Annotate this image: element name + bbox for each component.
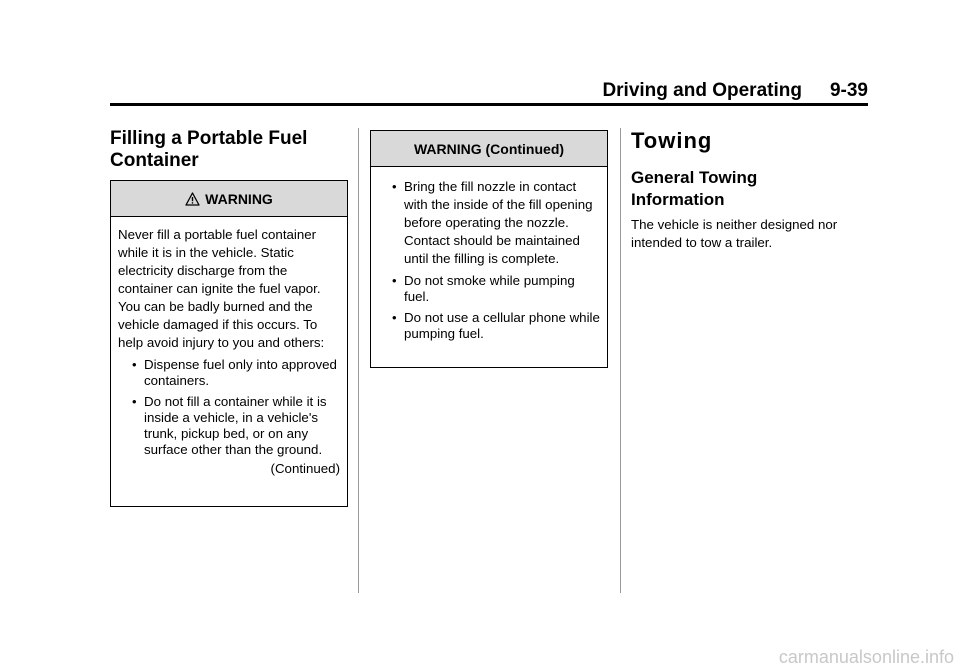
towing-paragraph: The vehicle is neither designed nor intended to tow a trailer. [631,217,838,250]
general-towing-subtitle [631,167,861,211]
warning-bullet-list-continued [378,178,600,342]
towing-title: Towing [631,128,713,153]
warning-header [111,181,347,217]
watermark: carmanualsonline.info [778,647,954,667]
warning-header-continued [371,131,607,167]
warning-intro: Never fill a portable fuel container while it is in the vehicle. Static electricity discharge from the container can ignite the fuel vapor. You can be badly burned and the vehicle damaged if this occurs. To help avoid injury to you and others: [118,227,325,350]
section-title-line1: Filling a Portable Fuel [110,128,308,149]
subtitle-line1: General Towing [631,168,758,187]
section-title-portable-fuel [110,128,350,172]
header-section-title: Driving and Operating [602,80,802,101]
list-item: • Do not fill a container while it is inside a vehicle, in a vehicle's trunk, pickup bed, or on any surface other than the ground. [118,394,340,458]
header-rule [110,103,868,106]
list-item: • Do not use a cellular phone while pumping fuel. [378,310,600,342]
warning-bullet-list [118,357,340,458]
subtitle-line2: Information [631,190,725,209]
page-header [110,80,868,102]
warning-triangle-icon [185,192,200,206]
list-item: • Bring the fill nozzle in contact with the inside of the fill opening before operating the nozzle. Contact should be maintained until the filling is complete. [378,178,600,268]
warning-box-continued [370,130,608,368]
warning-heading-continued: WARNING (Continued) [413,140,565,157]
section-title-line2: Container [110,150,199,171]
list-item: • Dispense fuel only into approved containers. [118,357,340,389]
column-divider-right [620,128,621,593]
warning-box-portable-fuel [110,180,348,507]
list-item: • Do not smoke while pumping fuel. [378,273,600,305]
column-divider-left [358,128,359,593]
header-page-number: 9-39 [829,80,868,101]
continued-label: (Continued) [270,461,340,476]
warning-heading: WARNING [205,190,273,207]
